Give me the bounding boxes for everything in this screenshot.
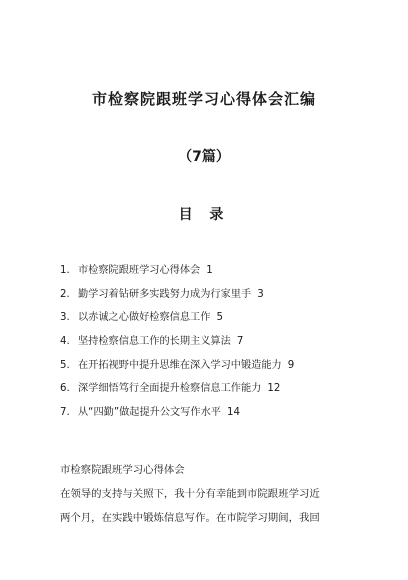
toc-number: 5. [60,359,70,371]
toc-entry-title: 勤学习着钻研多实践努力成为行家里手 [78,288,252,300]
toc-number: 3. [60,312,70,324]
table-of-contents [60,262,380,428]
toc-entry-title: 深学细悟笃行全面提升检察信息工作能力 [78,383,262,395]
toc-number: 4. [60,336,70,348]
page-title: 市检察院跟班学习心得体会汇编 [91,90,316,108]
toc-page-number: 9 [287,359,295,371]
toc-page-number: 14 [227,407,240,419]
toc-page-number: 5 [216,312,223,324]
toc-page-number: 12 [267,383,281,395]
toc-number: 2. [60,288,70,300]
toc-item[interactable] [60,286,380,310]
body-section [60,458,360,530]
toc-number: 1. [60,265,70,276]
paragraph-line: 在领导的支持与关照下，我十分有幸能到市院跟班学习近 [60,488,320,500]
toc-heading: 目 录 [178,207,230,223]
page-subtitle: （7篇） [178,149,230,165]
toc-number: 7. [60,407,70,419]
toc-item[interactable] [60,404,380,428]
toc-item[interactable] [60,380,380,404]
paragraph-line: 两个月，在实践中锻炼信息写作。在市院学习期间，我回 [60,512,320,524]
toc-entry-title: 在开拓视野中提升思维在深入学习中锻造能力 [78,359,282,371]
toc-item[interactable] [60,333,380,357]
toc-page-number: 3 [257,288,264,300]
toc-item[interactable] [60,262,380,286]
toc-page-number: 7 [236,336,244,348]
toc-entry-title: 从“四勤”做起提升公文写作水平 [78,407,221,419]
toc-entry-title: 坚持检察信息工作的长期主义算法 [78,336,231,348]
toc-item[interactable] [60,357,380,381]
toc-entry-title: 市检察院跟班学习心得体会 [78,265,201,276]
toc-page-number: 1 [206,265,213,276]
toc-entry-title: 以赤诚之心做好检察信息工作 [78,312,211,324]
toc-number: 6. [60,383,70,395]
section-heading: 市检察院跟班学习心得体会 [60,464,185,476]
toc-item[interactable] [60,309,380,333]
